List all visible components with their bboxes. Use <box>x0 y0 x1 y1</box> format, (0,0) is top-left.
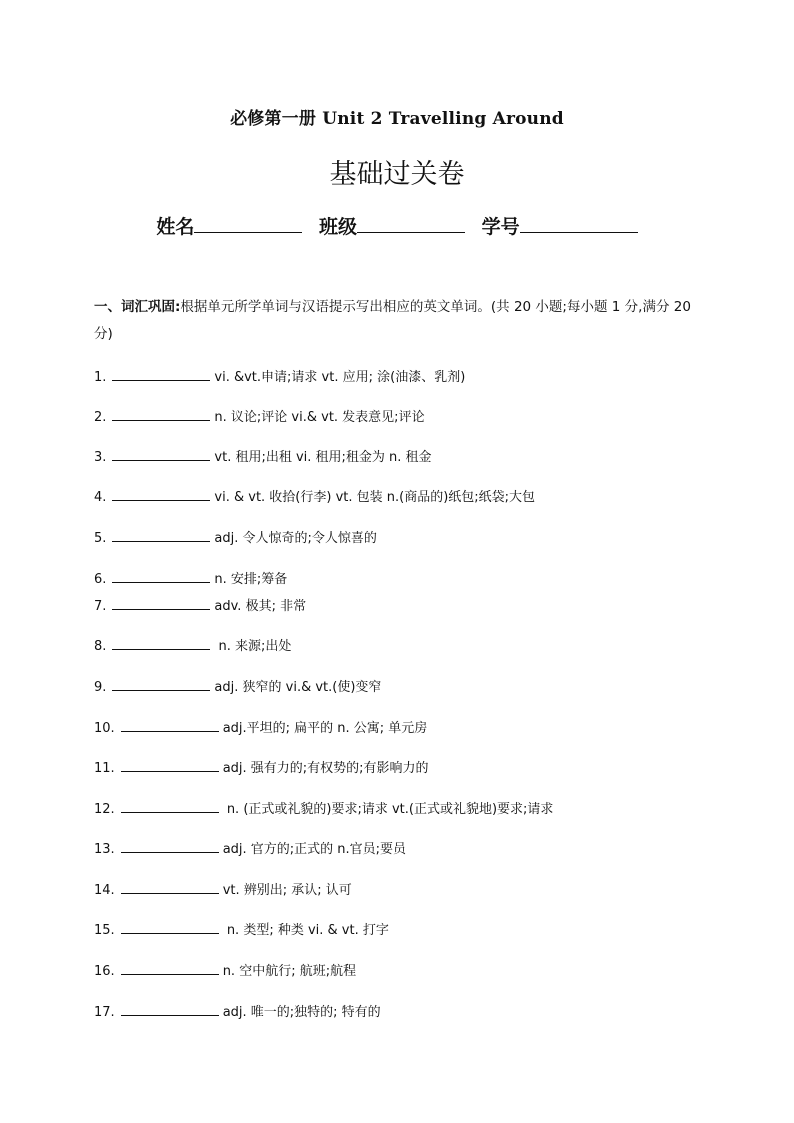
class-label: 班级 <box>318 216 357 238</box>
answer-blank[interactable] <box>121 880 219 894</box>
item-number: 5. <box>94 531 107 546</box>
item-definition: n. 安排;筹备 <box>214 572 288 587</box>
vocab-item <box>94 718 714 738</box>
vocab-item <box>94 677 714 697</box>
answer-blank[interactable] <box>112 447 210 461</box>
item-number: 2. <box>94 410 107 425</box>
item-number: 10. <box>94 721 115 736</box>
vocab-item <box>94 447 714 467</box>
item-definition: n. 议论;评论 vi.& vt. 发表意见;评论 <box>214 410 425 425</box>
name-label: 姓名 <box>156 216 195 238</box>
item-number: 8. <box>94 639 107 654</box>
vocab-item <box>94 961 714 981</box>
answer-blank[interactable] <box>121 920 219 934</box>
item-number: 12. <box>94 802 115 817</box>
answer-blank[interactable] <box>112 407 210 421</box>
answer-blank[interactable] <box>112 636 210 650</box>
item-number: 3. <box>94 450 107 465</box>
vocab-item <box>94 528 714 548</box>
class-blank[interactable] <box>357 212 465 233</box>
vocab-item <box>94 569 714 589</box>
answer-blank[interactable] <box>121 961 219 975</box>
answer-blank[interactable] <box>121 1002 219 1016</box>
section-instructions <box>94 294 706 348</box>
vocab-item <box>94 920 714 940</box>
vocab-item <box>94 880 714 900</box>
vocab-item <box>94 839 714 859</box>
number-label: 学号 <box>481 216 520 238</box>
item-number: 13. <box>94 842 115 857</box>
section-instruction-text: 根据单元所学单词与汉语提示写出相应的英文单词。(共 20 小题;每小题 1 分,满分 20 分) <box>94 299 691 342</box>
number-blank[interactable] <box>520 212 638 233</box>
answer-blank[interactable] <box>121 758 219 772</box>
item-number: 11. <box>94 761 115 776</box>
answer-blank[interactable] <box>112 569 210 583</box>
item-definition: adj. 强有力的;有权势的;有影响力的 <box>222 761 429 776</box>
section-heading: 一、词汇巩固: <box>94 299 181 315</box>
answer-blank[interactable] <box>121 718 219 732</box>
item-number: 15. <box>94 923 115 938</box>
vocab-item <box>94 407 714 427</box>
answer-blank[interactable] <box>121 799 219 813</box>
item-definition: adj. 唯一的;独特的; 特有的 <box>222 1005 381 1020</box>
item-definition: n. (正式或礼貌的)要求;请求 vt.(正式或礼貌地)要求;请求 <box>222 802 554 817</box>
name-blank[interactable] <box>194 212 302 233</box>
item-number: 4. <box>94 490 107 505</box>
item-definition: n. 来源;出处 <box>214 639 292 654</box>
vocab-item <box>94 367 714 387</box>
vocab-item <box>94 1002 714 1022</box>
answer-blank[interactable] <box>121 839 219 853</box>
page-title: 基础过关卷 <box>329 159 465 190</box>
item-number: 7. <box>94 599 107 614</box>
item-definition: adv. 极其; 非常 <box>214 599 307 614</box>
item-number: 16. <box>94 964 115 979</box>
vocab-item <box>94 596 714 616</box>
answer-blank[interactable] <box>112 677 210 691</box>
unit-subtitle: 必修第一册 Unit 2 Travelling Around <box>230 109 564 129</box>
student-info-row <box>0 212 794 239</box>
item-number: 9. <box>94 680 107 695</box>
item-definition: adj. 令人惊奇的;令人惊喜的 <box>214 531 377 546</box>
item-definition: n. 空中航行; 航班;航程 <box>222 964 357 979</box>
item-number: 6. <box>94 572 107 587</box>
vocab-item <box>94 487 714 507</box>
item-definition: adj. 狭窄的 vi.& vt.(使)变窄 <box>214 680 382 695</box>
vocab-item <box>94 636 714 656</box>
vocab-item <box>94 758 714 778</box>
answer-blank[interactable] <box>112 528 210 542</box>
item-number: 14. <box>94 883 115 898</box>
item-definition: vi. &vt.申请;请求 vt. 应用; 涂(油漆、乳剂) <box>214 370 466 385</box>
answer-blank[interactable] <box>112 487 210 501</box>
item-definition: vt. 辨别出; 承认; 认可 <box>222 883 352 898</box>
answer-blank[interactable] <box>112 367 210 381</box>
item-number: 17. <box>94 1005 115 1020</box>
item-definition: adj.平坦的; 扁平的 n. 公寓; 单元房 <box>222 721 428 736</box>
item-definition: n. 类型; 种类 vi. & vt. 打字 <box>222 923 389 938</box>
item-number: 1. <box>94 370 107 385</box>
item-definition: vi. & vt. 收拾(行李) vt. 包装 n.(商品的)纸包;纸袋;大包 <box>214 490 536 505</box>
vocab-item <box>94 799 714 819</box>
item-definition: adj. 官方的;正式的 n.官员;要员 <box>222 842 407 857</box>
answer-blank[interactable] <box>112 596 210 610</box>
item-definition: vt. 租用;出租 vi. 租用;租金为 n. 租金 <box>214 450 432 465</box>
